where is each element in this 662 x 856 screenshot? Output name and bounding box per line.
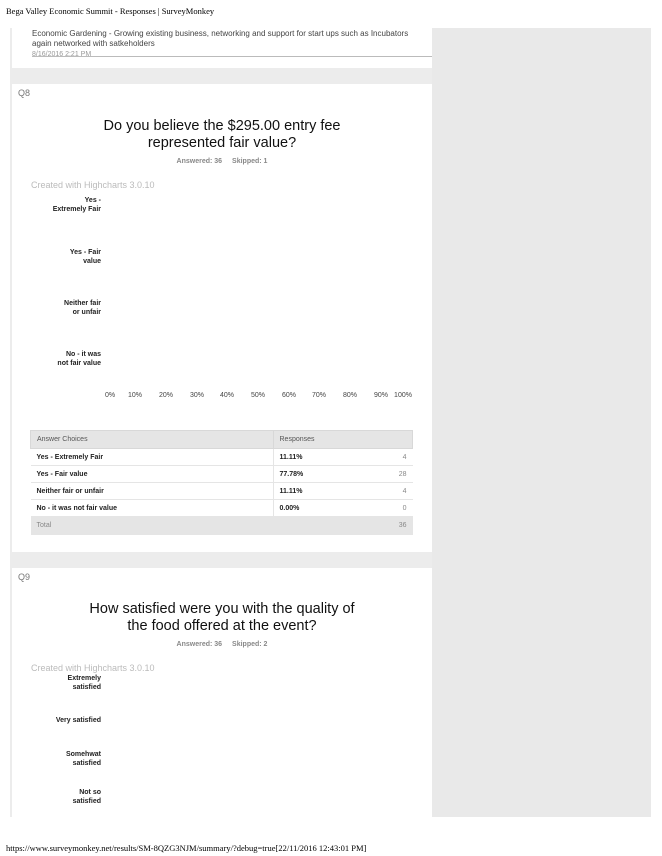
chart-category-label bbox=[17, 674, 101, 692]
chart-category-label-line: Yes - Fair bbox=[69, 249, 101, 256]
table-header-responses: Responses bbox=[273, 431, 413, 449]
chart-category-label-line: Extremely bbox=[67, 675, 101, 682]
chart-category-label-line: Yes - bbox=[84, 197, 101, 204]
chart-category-label bbox=[17, 716, 101, 725]
table-row bbox=[31, 500, 413, 517]
question-title-line: the food offered at the event? bbox=[127, 618, 317, 634]
answered-count: Answered: 36 bbox=[176, 641, 223, 648]
highcharts-credit: Created with Highcharts 3.0.10 bbox=[31, 180, 155, 190]
x-axis-tick: 50% bbox=[250, 392, 266, 399]
x-axis-tick: 40% bbox=[219, 392, 235, 399]
chart-category-label-line: Extremely Fair bbox=[52, 206, 101, 213]
answer-choice: Yes - Extremely Fair bbox=[31, 449, 274, 466]
chart-category-label-line: Neither fair bbox=[64, 300, 101, 307]
chart-category-label-line: satisfied bbox=[72, 798, 101, 805]
chart-category-label-line: value bbox=[83, 258, 101, 265]
x-axis-tick: 80% bbox=[342, 392, 358, 399]
x-axis-tick: 90% bbox=[373, 392, 389, 399]
table-row bbox=[31, 449, 413, 466]
x-axis-tick: 0% bbox=[104, 392, 116, 399]
question-title-line: represented fair value? bbox=[147, 135, 297, 151]
browser-footer-url: https://www.surveymonkey.net/results/SM-8QZG3NJM/summary/?debug=true[22/11/2016 12:43:01 PM] bbox=[6, 843, 367, 853]
chart-category-label-line: not fair value bbox=[57, 360, 101, 367]
highcharts-credit: Created with Highcharts 3.0.10 bbox=[31, 663, 155, 673]
response-percent: 11.11% bbox=[273, 449, 381, 466]
response-count: 28 bbox=[381, 466, 413, 483]
response-percent: 0.00% bbox=[273, 500, 381, 517]
x-axis-tick: 70% bbox=[311, 392, 327, 399]
chart-category-label bbox=[17, 196, 101, 214]
skipped-count: Skipped: 1 bbox=[232, 158, 268, 165]
x-axis-tick: 20% bbox=[158, 392, 174, 399]
table-total-row bbox=[31, 517, 413, 535]
table-header-row bbox=[31, 431, 413, 449]
chart-category-label bbox=[17, 299, 101, 317]
answer-choices-table bbox=[30, 430, 413, 535]
x-axis-tick: 100% bbox=[394, 392, 412, 399]
total-label: Total bbox=[31, 517, 274, 535]
table-row bbox=[31, 483, 413, 500]
chart-category-label-line: satisfied bbox=[72, 760, 101, 767]
question-card-q8 bbox=[12, 84, 432, 552]
x-axis-tick: 30% bbox=[189, 392, 205, 399]
total-spacer bbox=[273, 517, 381, 535]
question-stats bbox=[12, 641, 432, 648]
previous-question-card bbox=[12, 28, 432, 68]
x-axis-tick: 60% bbox=[281, 392, 297, 399]
question-title-line: How satisfied were you with the quality of bbox=[89, 601, 355, 617]
question-number: Q9 bbox=[18, 572, 31, 582]
question-title-line: Do you believe the $295.00 entry fee bbox=[103, 118, 341, 134]
response-percent: 77.78% bbox=[273, 466, 381, 483]
response-count: 4 bbox=[381, 483, 413, 500]
chart-category-label-line: No - it was bbox=[65, 351, 101, 358]
chart-category-label bbox=[17, 750, 101, 768]
question-stats bbox=[12, 158, 432, 165]
chart-category-label-line: Not so bbox=[79, 789, 101, 796]
chart-category-label bbox=[17, 788, 101, 806]
chart-category-label-line: Somehwat bbox=[65, 751, 101, 758]
question-number: Q8 bbox=[18, 88, 31, 98]
total-count: 36 bbox=[381, 517, 413, 535]
response-timestamp: 8/16/2016 2:21 PM bbox=[32, 51, 92, 58]
right-sidebar bbox=[432, 28, 651, 817]
divider bbox=[32, 56, 432, 57]
chart-category-label bbox=[17, 248, 101, 266]
browser-page-title: Bega Valley Economic Summit - Responses | SurveyMonkey bbox=[6, 6, 215, 16]
answered-count: Answered: 36 bbox=[176, 158, 223, 165]
response-percent: 11.11% bbox=[273, 483, 381, 500]
open-ended-response-text: Economic Gardening - Growing existing business, networking and support for start ups such as Incubators again networked with satkeholders bbox=[32, 29, 409, 48]
x-axis-tick: 10% bbox=[127, 392, 143, 399]
answer-choice: Neither fair or unfair bbox=[31, 483, 274, 500]
answer-choice: Yes - Fair value bbox=[31, 466, 274, 483]
question-title bbox=[12, 601, 432, 635]
response-count: 0 bbox=[381, 500, 413, 517]
chart-category-label-line: satisfied bbox=[72, 684, 101, 691]
table-header-answer-choices: Answer Choices bbox=[31, 431, 274, 449]
chart-category-label-line: Very satisfied bbox=[55, 717, 101, 724]
answer-choice: No - it was not fair value bbox=[31, 500, 274, 517]
question-card-q9 bbox=[12, 568, 432, 817]
table-row bbox=[31, 466, 413, 483]
chart-category-label-line: or unfair bbox=[72, 309, 101, 316]
skipped-count: Skipped: 2 bbox=[232, 641, 268, 648]
question-title bbox=[12, 118, 432, 152]
chart-category-label bbox=[17, 350, 101, 368]
response-count: 4 bbox=[381, 449, 413, 466]
